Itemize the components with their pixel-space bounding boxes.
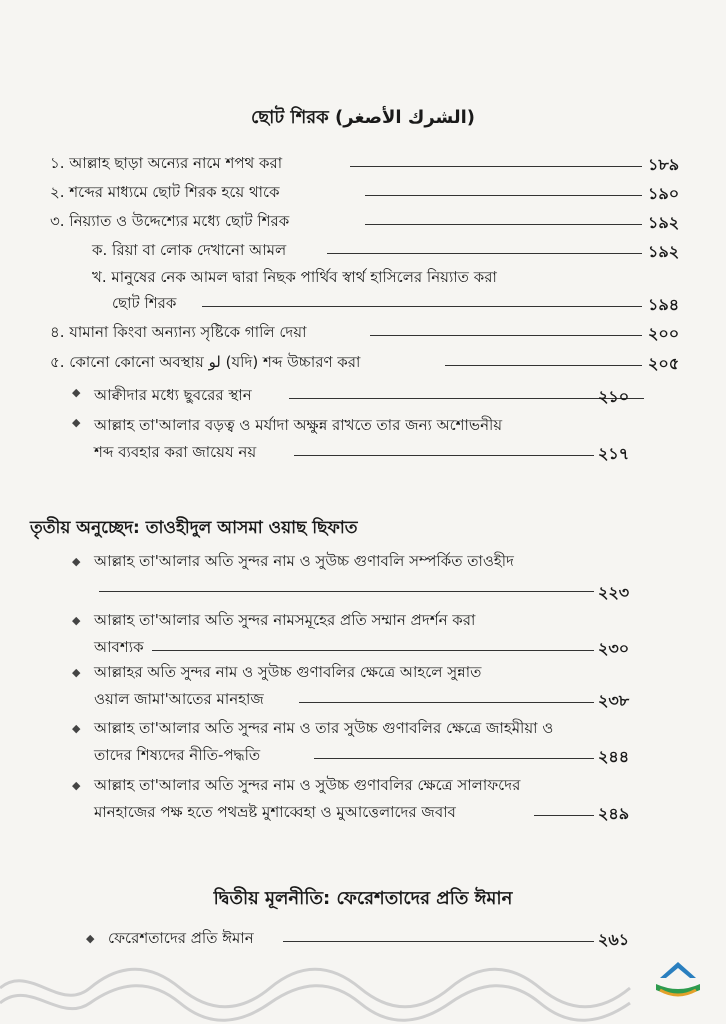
toc-entry[interactable] bbox=[94, 661, 690, 711]
toc-entry[interactable] bbox=[92, 266, 690, 314]
section-heading-shirk: ছোট শিরক (الشرك الأصغر) bbox=[250, 107, 476, 128]
entry-label: খ. মানুষের নেক আমল দ্বারা নিছক পার্থিব স্বার্থ হাসিলের নিয়্যাত করা bbox=[92, 268, 497, 286]
leader-line bbox=[327, 253, 642, 254]
entry-label: ৩. নিয়্যাত ও উদ্দেশ্যের মধ্যে ছোট শিরক bbox=[50, 212, 290, 230]
leader-line bbox=[289, 398, 644, 399]
leader-line bbox=[445, 365, 642, 366]
entry-page: ১৯২ bbox=[648, 213, 680, 232]
entry-label-cont: আবশ্যক bbox=[94, 638, 144, 656]
entry-page: ২৪৪ bbox=[598, 747, 630, 766]
leader-line bbox=[365, 195, 642, 196]
diamond-bullet-icon: ◆ bbox=[72, 386, 81, 399]
diamond-bullet-icon: ◆ bbox=[72, 666, 81, 679]
entry-label: আল্লাহ তা'আলার অতি সুন্দর নাম ও সুউচ্চ গুণাবলির ক্ষেত্রে সালাফদের bbox=[94, 776, 521, 794]
entry-page: ১৯৪ bbox=[648, 295, 680, 314]
diamond-bullet-icon: ◆ bbox=[72, 555, 81, 568]
entry-label-cont: শব্দ ব্যবহার করা জায়েয নয় bbox=[94, 443, 257, 461]
diamond-bullet-icon: ◆ bbox=[72, 779, 81, 792]
entry-label: ৪. যামানা কিংবা অন্যান্য সৃষ্টিকে গালি দেয়া bbox=[50, 323, 307, 341]
entry-label: ১. আল্লাহ ছাড়া অন্যের নামে শপথ করা bbox=[50, 154, 283, 172]
leader-line bbox=[99, 591, 594, 592]
diamond-bullet-icon: ◆ bbox=[72, 416, 81, 429]
entry-label: ৫. কোনো কোনো অবস্থায় لو (যদি) শব্দ উচ্চারণ করা bbox=[50, 353, 361, 371]
diamond-bullet-icon: ◆ bbox=[72, 722, 81, 735]
toc-entry[interactable] bbox=[94, 717, 690, 767]
leader-line bbox=[350, 166, 642, 167]
leader-line bbox=[534, 815, 594, 816]
entry-label-cont: ওয়াল জামা'আতের মানহাজ bbox=[94, 690, 264, 708]
entry-page: ২৩৮ bbox=[598, 691, 630, 710]
entry-label: আল্লাহর অতি সুন্দর নাম ও সুউচ্চ গুণাবলির ক্ষেত্রে আহলে সুন্নাত bbox=[94, 663, 482, 681]
entry-label-cont: মানহাজের পক্ষ হতে পথভ্রষ্ট মুশাব্বেহা ও মুআত্তেলাদের জবাব bbox=[94, 803, 456, 821]
toc-entry[interactable] bbox=[94, 774, 690, 824]
entry-label: আল্লাহ তা'আলার অতি সুন্দর নাম ও সুউচ্চ গুণাবলি সম্পর্কিত তাওহীদ bbox=[94, 552, 514, 570]
entry-page: ১৮৯ bbox=[648, 155, 680, 174]
entry-page: ২৪৯ bbox=[598, 804, 630, 823]
entry-label: ফেরেশতাদের প্রতি ঈমান bbox=[108, 929, 254, 947]
diamond-bullet-icon: ◆ bbox=[72, 614, 81, 627]
leader-line bbox=[152, 650, 594, 651]
toc-entry[interactable] bbox=[94, 609, 690, 659]
diamond-bullet-icon: ◆ bbox=[86, 932, 95, 945]
entry-label: আল্লাহ তা'আলার বড়ত্ব ও মর্যাদা অক্ষুন্ন রাখতে তার জন্য অশোভনীয় bbox=[94, 416, 503, 434]
entry-label-cont: তাদের শিষ্যদের নীতি-পদ্ধতি bbox=[94, 746, 261, 764]
toc-entry[interactable] bbox=[94, 414, 690, 464]
entry-page: ২০০ bbox=[648, 324, 680, 343]
ornamental-border bbox=[0, 958, 726, 1024]
entry-label: ২. শব্দের মাধ্যমে ছোট শিরক হয়ে থাকে bbox=[50, 183, 280, 201]
leader-line bbox=[283, 941, 594, 942]
leader-line bbox=[202, 306, 642, 307]
entry-label: আল্লাহ তা'আলার অতি সুন্দর নাম ও তার সুউচ্চ গুণাবলির ক্ষেত্রে জাহমীয়া ও bbox=[94, 719, 554, 737]
entry-label: আক্বীদার মধ্যে ছুবরের স্থান bbox=[94, 386, 252, 404]
entry-page: ১৯০ bbox=[648, 184, 680, 203]
leader-line bbox=[294, 455, 594, 456]
section-heading-asma-sifat: তৃতীয় অনুচ্ছেদ: তাওহীদুল আসমা ওয়াছ ছিফাত bbox=[30, 518, 358, 538]
entry-page: ২১৭ bbox=[598, 444, 630, 463]
entry-page: ২২৩ bbox=[598, 583, 630, 602]
leader-line bbox=[314, 758, 594, 759]
leader-line bbox=[299, 702, 594, 703]
leader-line bbox=[365, 224, 642, 225]
entry-page: ২৬১ bbox=[598, 930, 630, 949]
toc-entry[interactable] bbox=[94, 550, 690, 600]
entry-page: ২১০ bbox=[598, 387, 630, 406]
entry-label: ক. রিয়া বা লোক দেখানো আমল bbox=[92, 241, 287, 259]
section-heading-angels: দ্বিতীয় মূলনীতি: ফেরেশতাদের প্রতি ঈমান bbox=[213, 888, 513, 909]
leader-line bbox=[370, 335, 642, 336]
entry-label-cont: ছোট শিরক bbox=[112, 294, 177, 312]
entry-page: ১৯২ bbox=[648, 242, 680, 261]
entry-label: আল্লাহ তা'আলার অতি সুন্দর নামসমূহের প্রতি সম্মান প্রদর্শন করা bbox=[94, 611, 476, 629]
publisher-logo-icon bbox=[650, 960, 706, 1004]
entry-page: ২৩০ bbox=[598, 639, 630, 658]
entry-page: ২০৫ bbox=[648, 354, 680, 373]
